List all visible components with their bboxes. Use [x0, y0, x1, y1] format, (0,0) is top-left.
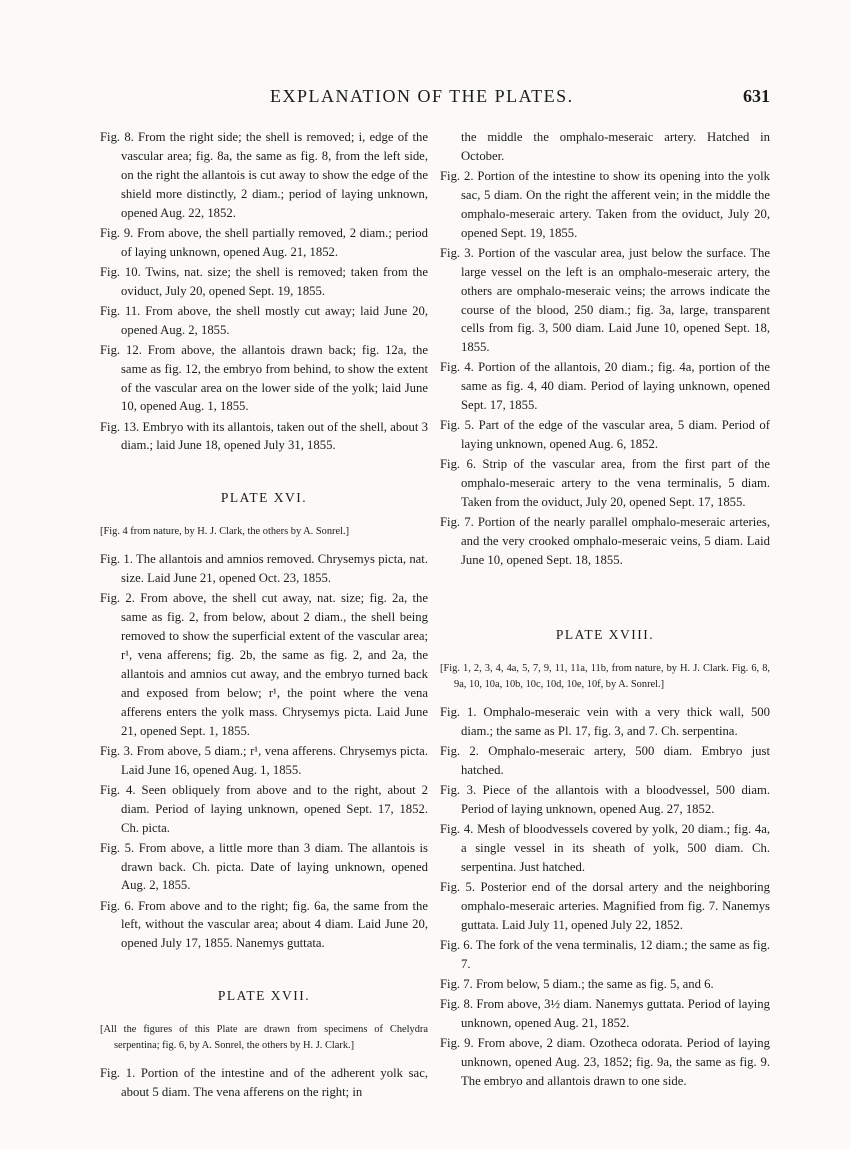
- figure-caption: Fig. 5. From above, a little more than 3 diam. The allantois is drawn back. Ch. picta. Date of laying unknown, opened Aug. 2, 1855.: [100, 840, 428, 893]
- figure-caption: Fig. 2. Portion of the intestine to show its opening into the yolk sac, 5 diam. On the right the afferent vein; in the middle the omphalo-meseraic artery. Taken from the oviduct, July 20, opened Sept. 19, 1855.: [440, 169, 770, 240]
- figure-caption: Fig. 11. From above, the shell mostly cut away; laid June 20, opened Aug. 2, 1855.: [100, 303, 428, 337]
- figure-caption: Fig. 9. From above, the shell partially removed, 2 diam.; period of laying unknown, opened Aug. 21, 1852.: [100, 225, 428, 259]
- figure-caption: Fig. 13. Embryo with its allantois, taken out of the shell, about 3 diam.; laid June 18, opened July 31, 1855.: [100, 419, 428, 453]
- plate-heading: PLATE XVII.: [217, 988, 311, 1004]
- figure-caption: Fig. 6. From above and to the right; fig. 6a, the same from the left, without the vascular area; about 4 diam. Laid June 20, opened July 17, 1855. Nanemys guttata.: [100, 898, 428, 951]
- plate-credit: [Fig. 4 from nature, by H. J. Clark, the others by A. Sonrel.]: [100, 526, 350, 538]
- right-column: [440, 128, 770, 1092]
- figure-caption: Fig. 3. Portion of the vascular area, just below the surface. The large vessel on the left is an omphalo-meseraic artery, the others are omphalo-meseraic veins; the arrows indicate the course of the blood, 250 diam.; fig. 3a, large, transparent cells from fig. 3, 500 diam. Laid June 10, opened Sept. 18, 1855.: [440, 245, 770, 355]
- figure-caption: Fig. 7. From below, 5 diam.; the same as fig. 5, and 6.: [440, 976, 714, 991]
- figure-caption: Fig. 4. Seen obliquely from above and to the right, about 2 diam. Period of laying unknown, opened Sept. 17, 1852. Ch. picta.: [100, 782, 428, 835]
- figure-caption: Fig. 8. From the right side; the shell is removed; i, edge of the vascular area; fig. 8a, the same as fig. 8, from the left side, on the right the allantois is cut away to show the edge of the shield more distinctly, 2 diam.; period of laying unknown, opened Aug. 22, 1852.: [100, 130, 428, 220]
- running-head-title: EXPLANATION OF THE PLATES.: [270, 86, 574, 106]
- figure-caption: Fig. 10. Twins, nat. size; the shell is removed; taken from the oviduct, July 20, opened Sept. 19, 1855.: [100, 264, 428, 298]
- figure-caption: Fig. 5. Posterior end of the dorsal artery and the neighboring omphalo-meseraic arteries. Magnified from fig. 7. Nanemys guttata. Laid July 11, opened July 22, 1852.: [440, 879, 770, 932]
- page-number: 631: [743, 86, 770, 106]
- figure-caption: Fig. 3. Piece of the allantois with a bloodvessel, 500 diam. Period of laying unknown, opened Aug. 27, 1852.: [440, 782, 770, 816]
- figure-caption: Fig. 5. Part of the edge of the vascular area, 5 diam. Period of laying unknown, opened Aug. 6, 1852.: [440, 418, 770, 452]
- figure-caption: Fig. 4. Portion of the allantois, 20 diam.; fig. 4a, portion of the same as fig. 4, 40 diam. Period of laying unknown, opened Sept. 17, 1855.: [440, 360, 770, 413]
- figure-caption: Fig. 9. From above, 2 diam. Ozotheca odorata. Period of laying unknown, opened Aug. 23, 1852; fig. 9a, the same as fig. 9. The embryo and allantois drawn to one side.: [440, 1035, 770, 1088]
- figure-caption: Fig. 6. Strip of the vascular area, from the first part of the omphalo-meseraic artery to the vena terminalis, 5 diam. Taken from the oviduct, July 20, opened Sept. 17, 1855.: [440, 457, 770, 510]
- plate-heading: PLATE XVI.: [220, 490, 308, 506]
- plate-heading: PLATE XVIII.: [555, 626, 655, 642]
- figure-caption: Fig. 1. Omphalo-meseraic vein with a very thick wall, 500 diam.; the same as Pl. 17, fig. 3, and 7. Ch. serpentina.: [440, 704, 770, 738]
- figure-caption: Fig. 6. The fork of the vena terminalis, 12 diam.; the same as fig. 7.: [440, 937, 770, 971]
- figure-caption: Fig. 12. From above, the allantois drawn back; fig. 12a, the same as fig. 12, the embryo from behind, to show the extent of the vascular area on the lower side of the yolk; laid June 10, opened Aug. 1, 1855.: [100, 342, 428, 414]
- figure-caption: Fig. 3. From above, 5 diam.; r¹, vena afferens. Chrysemys picta. Laid June 16, opened Aug. 1, 1855.: [100, 743, 428, 777]
- plate-credit: [All the figures of this Plate are drawn from specimens of Chelydra serpentina; fig. 6, by A. Sonrel, the others by H. J. Clark.]: [100, 1024, 428, 1052]
- figure-caption: Fig. 1. The allantois and amnios removed. Chrysemys picta, nat. size. Laid June 21, opened Oct. 23, 1855.: [100, 552, 428, 586]
- figure-caption: Fig. 2. Omphalo-meseraic artery, 500 diam. Embryo just hatched.: [440, 743, 770, 777]
- figure-caption: Fig. 2. From above, the shell cut away, nat. size; fig. 2a, the same as fig. 2, from below, about 2 diam., the shell being removed to show the superficial extent of the vascular area; r¹, vena afferens; fig. 2b, the same as fig. 2, and 2a, the allantois and amnios cut away, and the embryo turned back and exposed from below; r¹, the point where the vena afferens enters the yolk mass. Chrysemys picta. Laid June 21, opened Sept. 1, 1855.: [100, 591, 428, 738]
- figure-caption: Fig. 8. From above, 3½ diam. Nanemys guttata. Period of laying unknown, opened Aug. 21, 1852.: [440, 996, 770, 1030]
- plate-credit: [Fig. 1, 2, 3, 4, 4a, 5, 7, 9, 11, 11a, 11b, from nature, by H. J. Clark. Fig. 6, 8, 9a, 10, 10a, 10b, 10c, 10d, 10e, 10f, by A. Sonrel.]: [440, 662, 770, 690]
- left-column: [100, 128, 428, 1103]
- figure-caption: Fig. 1. Portion of the intestine and of the adherent yolk sac, about 5 diam. The vena afferens on the right; in: [100, 1066, 428, 1100]
- figure-caption-continued: the middle the omphalo-meseraic artery. Hatched in October.: [461, 130, 770, 163]
- figure-caption: Fig. 7. Portion of the nearly parallel omphalo-meseraic arteries, and the very crooked omphalo-meseraic veins, 5 diam. Laid June 10, opened Sept. 18, 1855.: [440, 515, 770, 568]
- figure-caption: Fig. 4. Mesh of bloodvessels covered by yolk, 20 diam.; fig. 4a, a single vessel in its sheath of yolk, 500 diam. Ch. serpentina. Just hatched.: [440, 821, 770, 874]
